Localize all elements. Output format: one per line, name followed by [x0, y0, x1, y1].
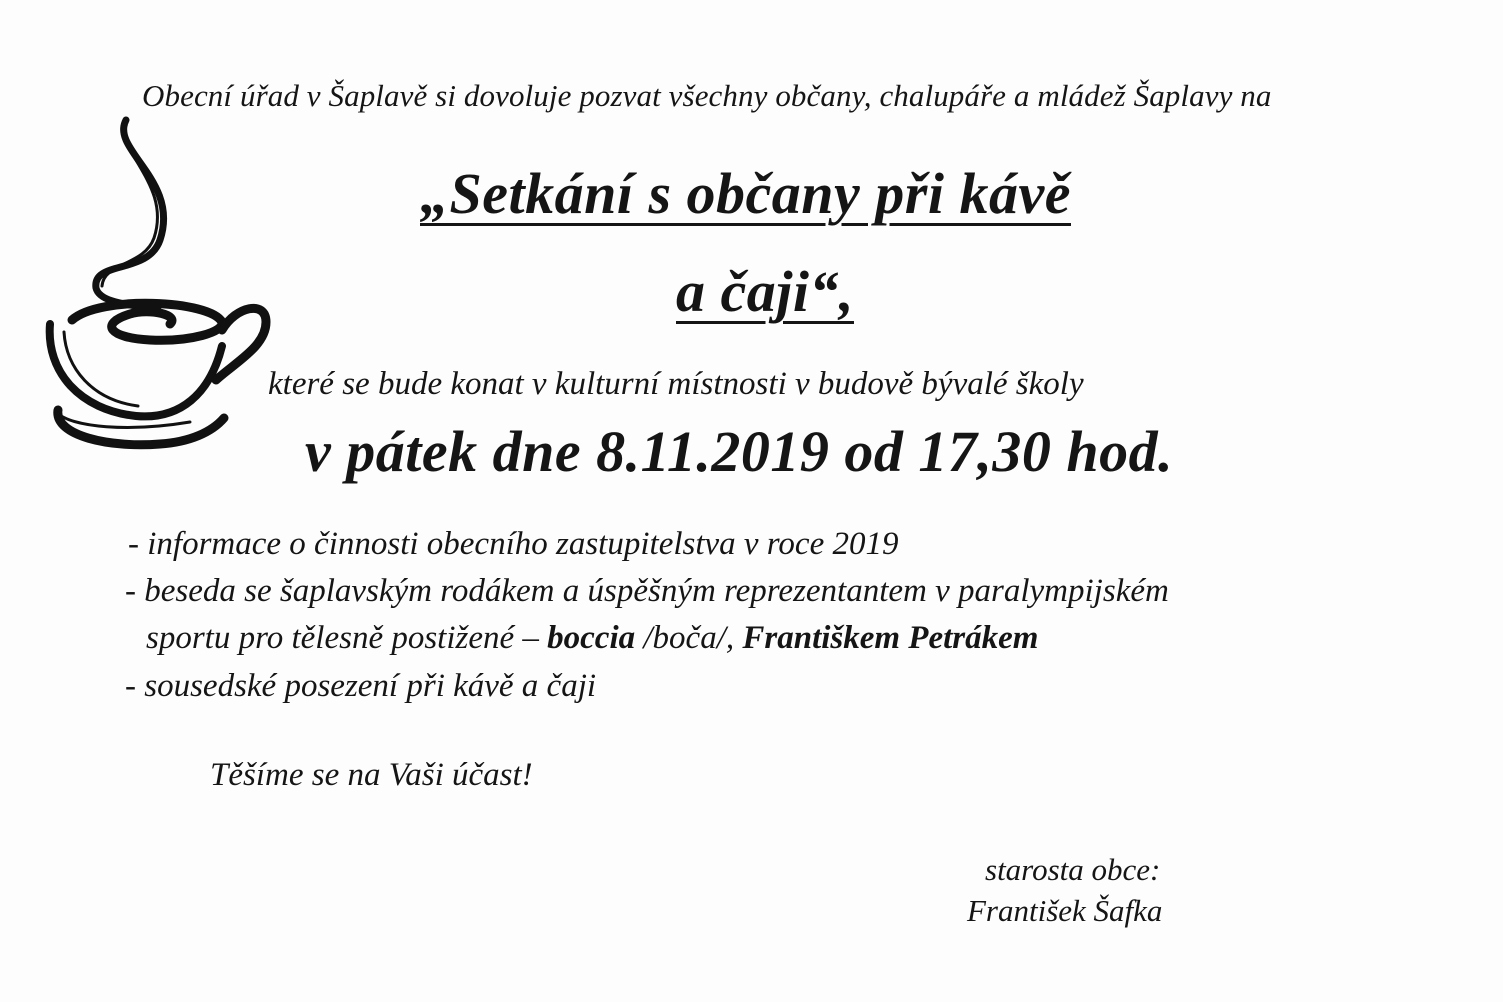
sport-name-pronunciation: /boča/,	[635, 620, 743, 656]
event-datetime: v pátek dne 8.11.2019 od 17,30 hod.	[305, 419, 1174, 484]
coffee-cup-icon	[40, 110, 280, 460]
program-item-continuation	[146, 620, 1038, 657]
program-item: - beseda se šaplavským rodákem a úspěšným reprezentantem v paralympijském	[125, 573, 1169, 609]
program-item: - sousedské posezení při kávě a čaji	[125, 668, 597, 704]
guest-name: Františkem Petrákem	[742, 620, 1039, 656]
event-venue: které se bude konat v kulturní místnosti v budově bývalé školy	[268, 366, 1084, 402]
signature-name: František Šafka	[967, 893, 1163, 928]
event-title-line-1: „Setkání s občany při kávě	[420, 161, 1071, 226]
program-item: - informace o činnosti obecního zastupitelstva v roce 2019	[128, 526, 899, 562]
sport-name: boccia	[547, 620, 636, 656]
closing-line: Těšíme se na Vaši účast!	[210, 757, 533, 793]
signature-role: starosta obce:	[985, 852, 1161, 887]
program-item-text: sportu pro tělesně postižené –	[146, 620, 548, 656]
invitation-intro: Obecní úřad v Šaplavě si dovoluje pozvat všechny občany, chalupáře a mládež Šaplavy na	[142, 78, 1272, 113]
event-title-line-2: a čaji“,	[676, 259, 854, 324]
